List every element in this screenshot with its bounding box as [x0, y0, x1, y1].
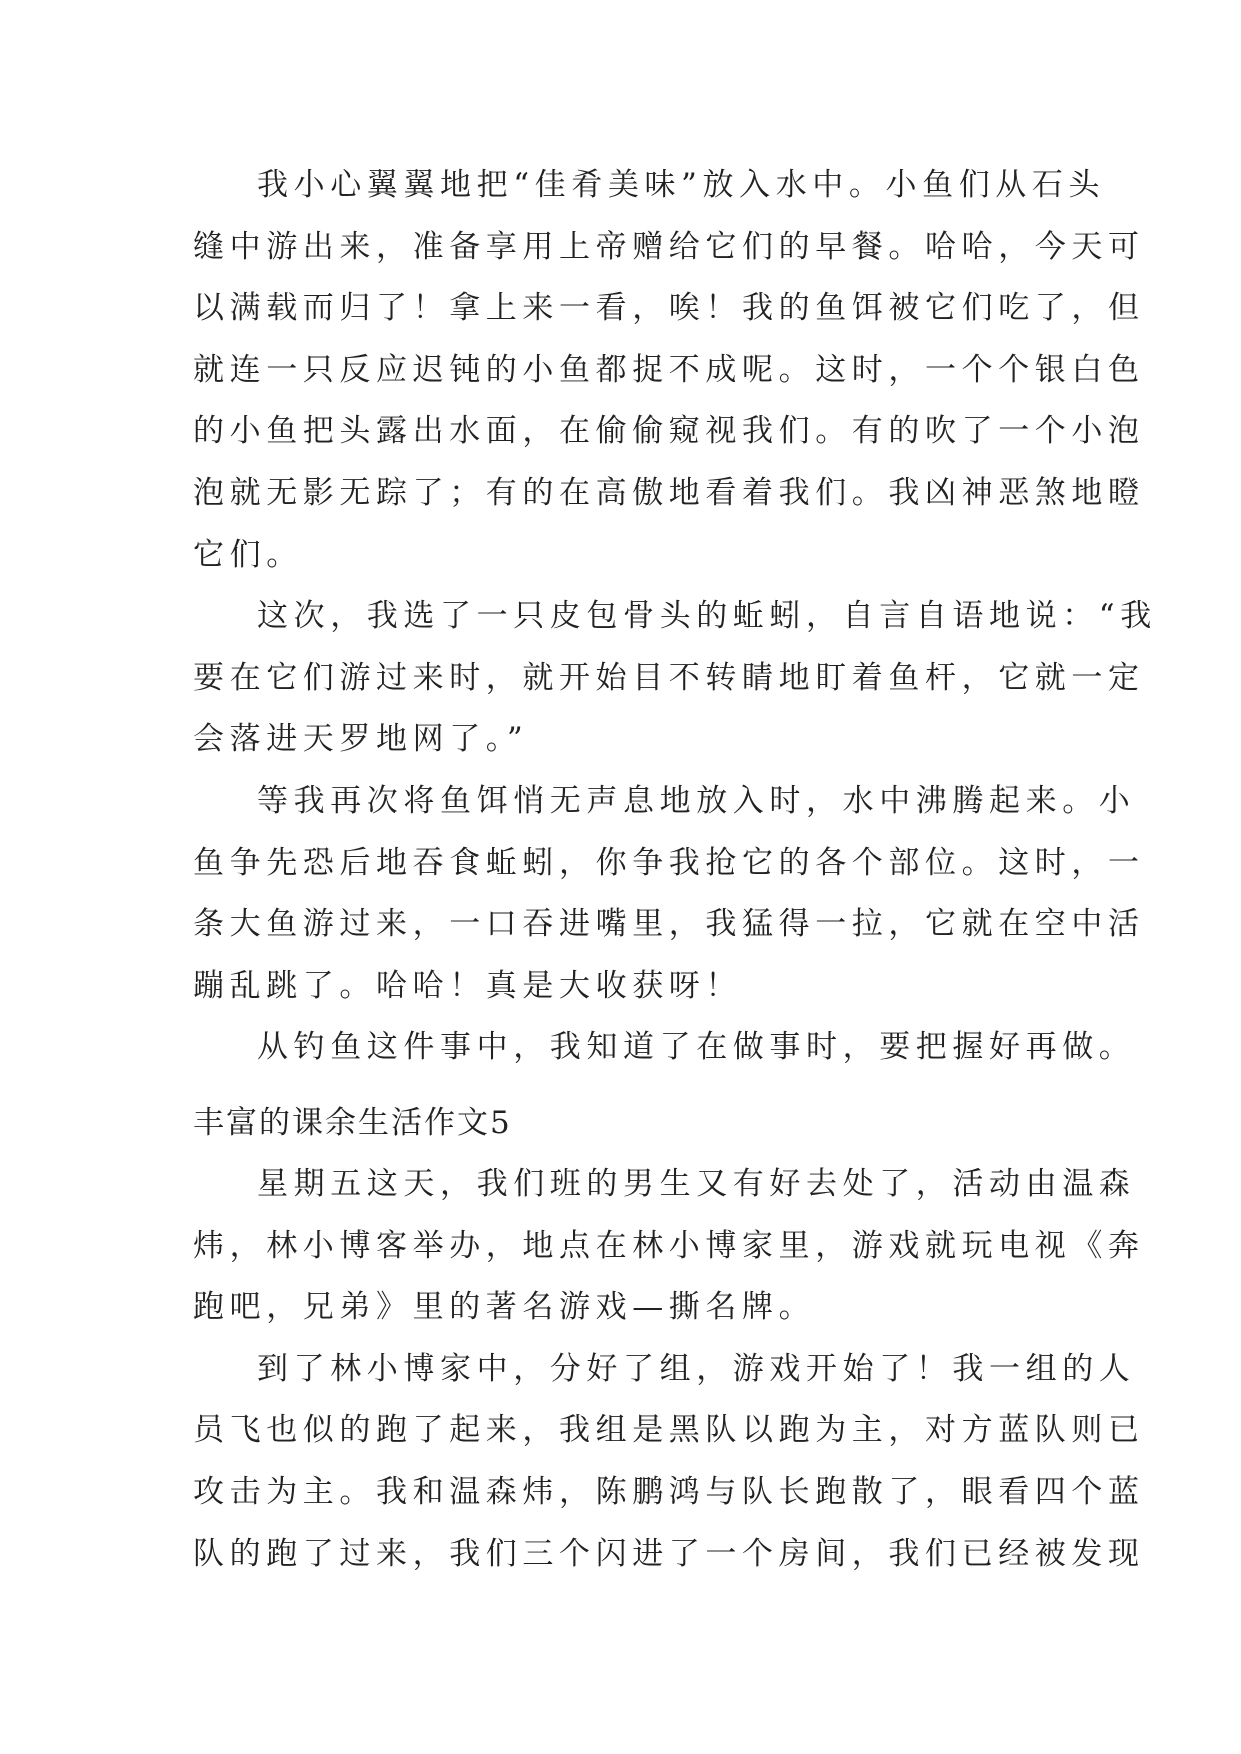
paragraph-line: 员飞也似的跑了起来，我组是黑队以跑为主，对方蓝队则已 — [193, 1412, 1145, 1449]
paragraph-line: 跑吧，兄弟》里的著名游戏—撕名牌。 — [193, 1289, 816, 1326]
paragraph-line: 要在它们游过来时，就开始目不转睛地盯着鱼杆，它就一定 — [193, 659, 1145, 696]
paragraph-line: 条大鱼游过来，一口吞进嘴里，我猛得一拉，它就在空中活 — [193, 906, 1145, 943]
paragraph-line: 星期五这天，我们班的男生又有好去处了，活动由温森 — [257, 1166, 1136, 1202]
paragraph-line: 缝中游出来，准备享用上帝赠给它们的早餐。哈哈，今天可 — [193, 228, 1145, 265]
paragraph-line: 的小鱼把头露出水面，在偷偷窥视我们。有的吹了一个小泡 — [193, 413, 1145, 450]
story-passage-game — [193, 1154, 1145, 1585]
paragraph-line: 我小心翼翼地把“佳肴美味”放入水中。小鱼们从石头 — [257, 167, 1106, 203]
section-title: 丰富的课余生活作文5 — [193, 1105, 512, 1141]
paragraph-line: 队的跑了过来，我们三个闪进了一个房间，我们已经被发现 — [193, 1535, 1145, 1572]
paragraph-line: 鱼争先恐后地吞食蚯蚓，你争我抢它的各个部位。这时，一 — [193, 844, 1145, 881]
paragraph-line: 从钓鱼这件事中，我知道了在做事时，要把握好再做。 — [257, 1029, 1136, 1066]
paragraph-line: 蹦乱跳了。哈哈！真是大收获呀！ — [193, 967, 742, 1004]
paragraph-line: 炜，林小博客举办，地点在林小博家里，游戏就玩电视《奔 — [193, 1227, 1145, 1264]
paragraph-line: 这次，我选了一只皮包骨头的蚯蚓，自言自语地说：“我 — [257, 598, 1157, 635]
paragraph-line: 泡就无影无踪了；有的在高傲地看着我们。我凶神恶煞地瞪 — [193, 474, 1145, 511]
paragraph-line: 到了林小博家中，分好了组，游戏开始了！我一组的人 — [257, 1350, 1136, 1387]
paragraph-line: 攻击为主。我和温森炜，陈鹏鸿与队长跑散了，眼看四个蓝 — [193, 1473, 1145, 1510]
paragraph-line: 等我再次将鱼饵悄无声息地放入时，水中沸腾起来。小 — [257, 782, 1136, 819]
paragraph-line: 以满载而归了！拿上来一看，唉！我的鱼饵被它们吃了，但 — [193, 290, 1145, 327]
paragraph-line: 它们。 — [193, 536, 303, 573]
story-passage-fishing — [193, 155, 1157, 1079]
paragraph-line: 就连一只反应迟钝的小鱼都捉不成呢。这时，一个个银白色 — [193, 351, 1145, 388]
paragraph-line: 会落进天罗地网了。” — [193, 721, 529, 758]
